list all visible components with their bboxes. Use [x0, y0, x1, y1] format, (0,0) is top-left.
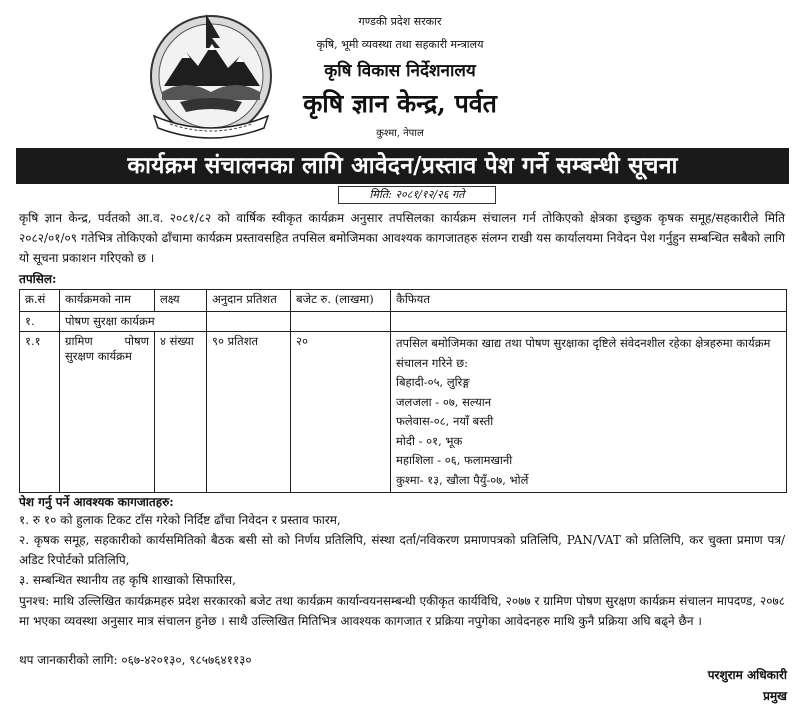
row-remarks: [391, 332, 787, 493]
tapsil-label: तपसिल:: [19, 272, 57, 286]
documents-list: [19, 510, 785, 590]
table-header-row: [20, 290, 787, 312]
ministry-name: कृषि, भूमी व्यवस्था तथा सहकारी मन्त्रालय: [316, 38, 484, 51]
office-location: कुश्मा, नेपाल: [376, 128, 424, 139]
col-header-sn: क्र.सं: [20, 290, 60, 312]
signatory-title: प्रमुख: [763, 689, 787, 703]
col-header-target: लक्ष्य: [155, 290, 207, 312]
government-name: गण्डकी प्रदेश सरकार: [358, 15, 442, 28]
col-header-budget: बजेट रु. (लाखमा): [291, 290, 391, 312]
office-name: कृषि ज्ञान केन्द्र, पर्वत: [303, 89, 497, 118]
col-header-program: कार्यक्रमको नाम: [60, 290, 155, 312]
notice-date: मिति: २०८१/१२/२६ गते: [338, 186, 496, 204]
col-header-subsidy: अनुदान प्रतिशत: [207, 290, 291, 312]
row-subsidy: ९० प्रतिशत: [207, 332, 291, 493]
remarks-location: मोदी - ०१, भूक: [396, 433, 463, 448]
directorate-name: कृषि विकास निर्देशनालय: [324, 61, 476, 81]
remarks-line: तपसिल बमोजिमका खाद्य तथा पोषण सुरक्षाका दृष्टिले संवेदनशील रहेका क्षेत्रहरुमा कार्यक्रम संचालन गरिने छ:: [396, 336, 771, 370]
row-program: ग्रामिण पोषण सुरक्षण कार्यक्रम: [60, 332, 155, 493]
row-sn: १.१: [20, 332, 60, 493]
nepal-government-emblem-icon: [136, 8, 286, 140]
row-budget: २०: [291, 332, 391, 493]
remarks-location: बिहादी-०५, लुरिङ्ग: [396, 375, 470, 389]
remarks-location: जलजला - ०७, सल्यान: [396, 394, 492, 409]
row-target: ४ संख्या: [155, 332, 207, 493]
list-item: १. रु १० को हुलाक टिकट टाँस गरेको निर्दिष्ट ढाँचा निवेदन र प्रस्ताव फारम,: [19, 513, 341, 527]
contact-info: थप जानकारीको लागि: ०६७-४२०१३०, ९८५७६४११३०: [19, 653, 252, 667]
letterhead: [0, 0, 805, 148]
group-title: पोषण सुरक्षा कार्यक्रम: [60, 312, 207, 332]
postscript-note: पुनश्च: माथि उल्लिखित कार्यक्रमहरु प्रदेश सरकारको बजेट तथा कार्यक्रम कार्यान्वयनसम्बन्धी एकीकृत कार्यविधि, २०७७ र ग्रामिण पोषण सुरक्षण कार्यक्रम संचालन मापदण्ड, २०७८ मा भएका व्यवस्था अनुसार मात्र संचालन हुनेछ । साथै उल्लिखित मितिभित्र आवश्यक कागजात र प्रक्रिया नपुगेका आवेदनहरु माथि कुनै प्रक्रिया अघि बढ्ने छैन ।: [19, 594, 785, 628]
remarks-location: कुश्मा- १३, खौला पैयुँ-०७, भोर्ले: [396, 472, 529, 487]
table-row: [20, 332, 787, 493]
col-header-remarks: कैफियत: [391, 290, 787, 312]
date-row: [16, 186, 789, 204]
remarks-location: महाशिला - ०६, फलामखानी: [396, 453, 513, 467]
group-sn: १.: [20, 312, 60, 332]
program-table: [19, 289, 787, 493]
intro-paragraph: कृषि ज्ञान केन्द्र, पर्वतको आ.व. २०८१/८२ को वार्षिक स्वीकृत कार्यक्रम अनुसार तपसिलका कार्यक्रम संचालन गर्न तोकिएको क्षेत्रका इच्छुक कृषक समूह/सहकारीले मिति २०८२/०१/०९ गतेभित्र तोकिएको ढाँचामा कार्यक्रम प्रस्तावसहित तपसिल बमोजिमका आवश्यक कागजातहरु संलग्न राखी यस कार्यालयमा निवेदन पेश गर्नुहुन सम्बन्धित सबैको लागि यो सूचना प्रकाशन गरिएको छ ।: [19, 211, 785, 265]
signatory-name: परशुराम अधिकारी: [707, 668, 787, 682]
table-group-row: [20, 312, 787, 332]
list-item: २. कृषक समूह, सहकारीको कार्यसमितिको बैठक बसी सो को निर्णय प्रतिलिपि, संस्था दर्ता/नविकरण प्रमाणपत्रको प्रतिलिपि, PAN/VAT को प्रतिलिपि, कर चुक्ता प्रमाण पत्र/अडिट रिपोर्टको प्रतिलिपि,: [19, 533, 785, 567]
remarks-location: फलेवास-०८, नयाँ बस्ती: [396, 414, 494, 428]
documents-heading: पेश गर्नु पर्ने आवश्यक कागजातहरु:: [19, 495, 174, 509]
list-item: ३. सम्बन्धित स्थानीय तह कृषि शाखाको सिफारिस,: [19, 573, 236, 587]
notice-title: कार्यक्रम संचालनका लागि आवेदन/प्रस्ताव पेश गर्ने सम्बन्धी सूचना: [16, 148, 789, 184]
